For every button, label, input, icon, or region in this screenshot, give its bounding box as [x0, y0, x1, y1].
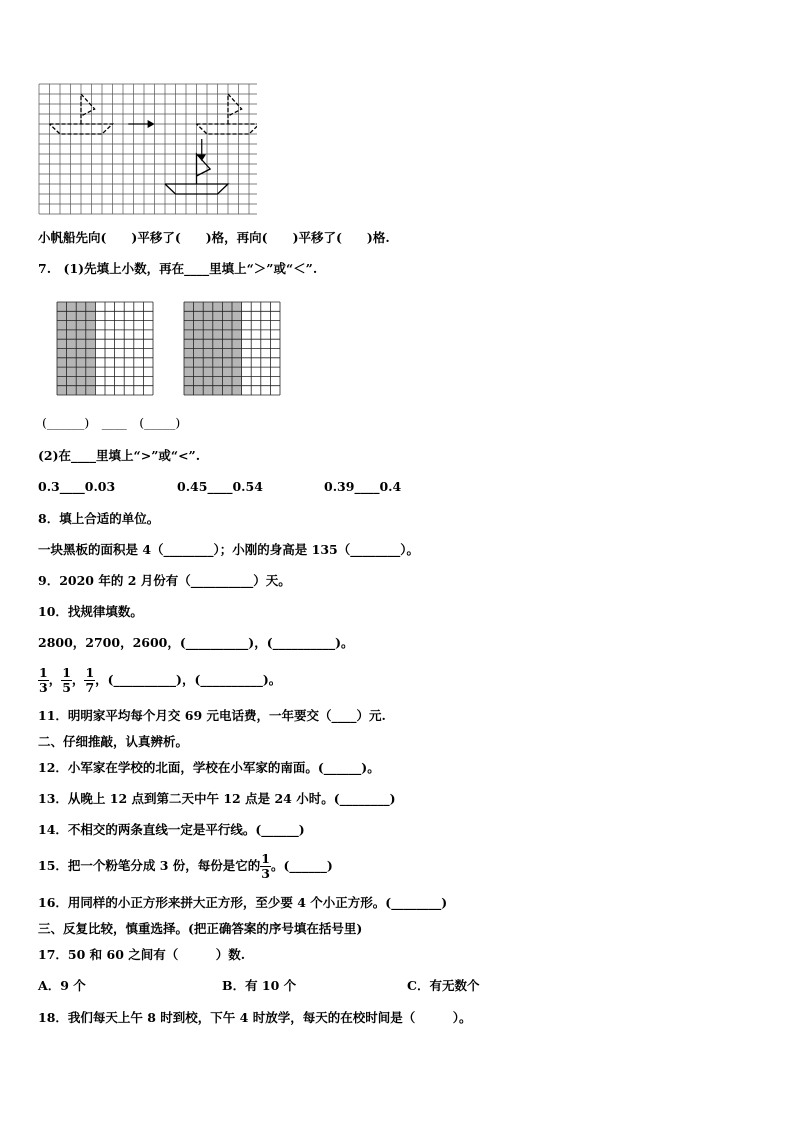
fraction-1-3: $\frac{1}{3}$	[39, 665, 48, 695]
q12-line: 12．小军家在学校的北面，学校在小军家的南面。(______)。	[38, 760, 380, 775]
q17-option-c[interactable]: C．有无数个	[407, 978, 480, 993]
q8-title: 8．填上合适的单位。	[38, 511, 160, 526]
compare-1: 0.3____0.03	[38, 479, 116, 494]
arrow-right-icon	[128, 121, 153, 127]
q18-line: 18．我们每天上午 8 时到校，下午 4 时放学，每天的在校时间是（ ）。	[38, 1010, 472, 1025]
fraction-1-7: $\frac{1}{7}$	[85, 665, 95, 695]
q13-line: 13．从晚上 12 点到第二天中午 12 点是 24 小时。(________)	[38, 791, 396, 806]
q15-line	[38, 846, 333, 886]
q10-title: 10．找规律填数。	[38, 604, 143, 619]
q7-part2: (2)在____里填上“>”或“<”.	[38, 448, 201, 463]
q10-line2: $\frac{1}{3}$ ， $\frac{1}{5}$ ， $\frac{1}{7}$ ，(__________)，(__________)。	[39, 665, 282, 695]
compare-2: 0.45____0.54	[177, 479, 263, 494]
q8-line: 一块黑板的面积是 4（________）；小刚的身高是 135（________）。	[38, 542, 419, 557]
q10-line2-tail: ，(__________)，(__________)。	[95, 672, 282, 687]
q9-line: 9．2020 年的 2 月份有（__________）天。	[38, 573, 291, 588]
arrow-down-icon	[199, 139, 205, 160]
q7-title: 7. (1)先填上小数，再在____里填上“＞”或“＜”.	[38, 261, 318, 276]
compare-3: 0.39____0.4	[324, 479, 402, 494]
fraction-1-5: $\frac{1}{5}$	[62, 665, 71, 695]
hundred-grid-1	[56, 301, 156, 397]
fraction-1-3-q15: $\frac{1}{3}$	[261, 851, 270, 881]
boat-question-line: 小帆船先向( )平移了( )格，再向( )平移了( )格.	[38, 230, 390, 245]
q17-option-b[interactable]: B．有 10 个	[222, 978, 297, 993]
q10-line1: 2800，2700，2600，(__________)，(__________)。	[38, 635, 354, 650]
q15-pre: 15．把一个粉笔分成 3 份，每份是它的	[38, 858, 261, 873]
q17-option-a[interactable]: A．9 个	[38, 978, 86, 993]
section-2-title: 二、仔细推敲，认真辨析。	[38, 734, 189, 749]
q7-answer-blanks: (______) ____ (_____)	[42, 415, 181, 430]
q15-post: 。(______)	[271, 858, 333, 873]
section-3-title: 三、反复比较，慎重选择。(把正确答案的序号填在括号里)	[38, 921, 363, 936]
q14-line: 14．不相交的两条直线一定是平行线。(______)	[38, 822, 305, 837]
q16-line: 16．用同样的小正方形来拼大正方形，至少要 4 个小正方形。(________)	[38, 895, 448, 910]
hundred-grid-2	[183, 301, 283, 397]
boat-grid-figure	[37, 82, 257, 217]
q11-line: 11．明明家平均每个月交 69 元电话费，一年要交（____）元.	[38, 708, 386, 723]
q17-line: 17．50 和 60 之间有（ ）数.	[38, 947, 246, 962]
